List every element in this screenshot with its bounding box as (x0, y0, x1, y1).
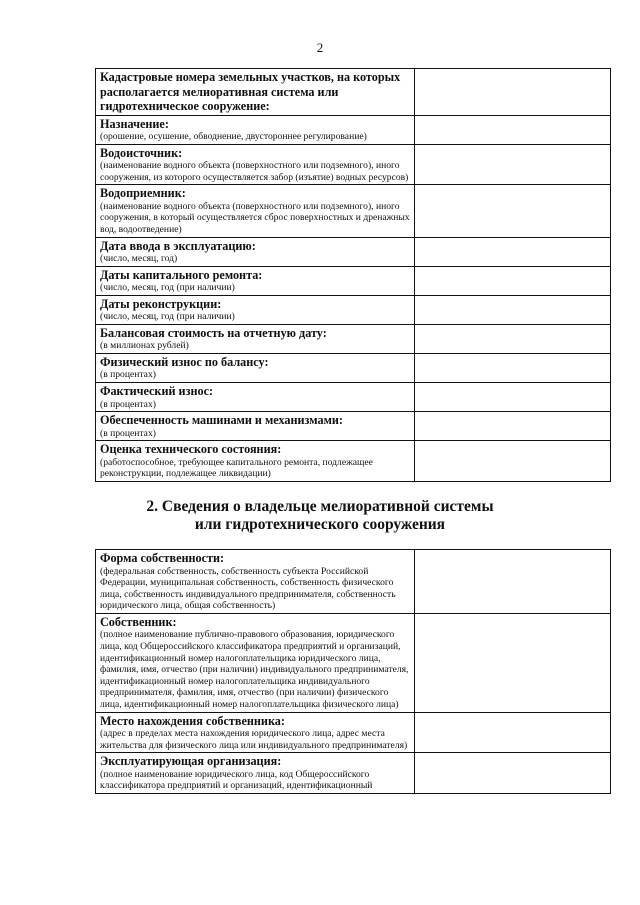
owner-info-table (95, 549, 611, 794)
book-value-label: Балансовая стоимость на отчетную дату: (100, 325, 327, 340)
field-label-cell (96, 753, 415, 794)
field-label-cell (96, 712, 415, 753)
field-label-cell (96, 613, 415, 712)
table-row (96, 69, 611, 116)
ownership-form-value[interactable] (415, 550, 611, 614)
table-row (96, 237, 611, 266)
field-label-cell (96, 115, 415, 144)
major-repair-dates-hint: (число, месяц, год (при наличии) (100, 282, 235, 294)
field-label-cell (96, 324, 415, 353)
commissioning-date-hint: (число, месяц, год) (100, 253, 178, 265)
field-label-cell (96, 69, 415, 116)
reconstruction-dates-hint: (число, месяц, год (при наличии) (100, 311, 235, 323)
table-row (96, 353, 611, 382)
actual-depreciation-value[interactable] (415, 383, 611, 412)
book-depreciation-hint: (в процентах) (100, 369, 156, 381)
reconstruction-dates-value[interactable] (415, 295, 611, 324)
commissioning-date-value[interactable] (415, 237, 611, 266)
major-repair-dates-value[interactable] (415, 266, 611, 295)
technical-condition-hint: (работоспособное, требующее капитального ремонта, подлежащее реконструкции, подлежащее ликвидации) (100, 456, 373, 480)
table-row (96, 550, 611, 614)
table-row (96, 613, 611, 712)
field-label-cell (96, 353, 415, 382)
table-row (96, 412, 611, 441)
section-2-title (0, 498, 640, 534)
table-row (96, 383, 611, 412)
technical-condition-value[interactable] (415, 441, 611, 482)
table-row (96, 753, 611, 794)
reconstruction-dates-label: Даты реконструкции: (100, 296, 222, 311)
book-depreciation-value[interactable] (415, 353, 611, 382)
owner-label: Собственник: (100, 614, 177, 629)
water-source-hint: (наименование водного объекта (поверхностного или подземного), иного сооружения, из которого осуществляется забор (изъятие) водных ресурсов) (100, 160, 409, 183)
field-label-cell (96, 412, 415, 441)
operating-organization-value[interactable] (415, 753, 611, 794)
operating-organization-label: Эксплуатирующая организация: (100, 754, 282, 769)
book-depreciation-label: Физический износ по балансу: (100, 354, 269, 369)
actual-depreciation-label: Фактический износ: (100, 384, 214, 399)
owner-value[interactable] (415, 613, 611, 712)
owner-hint: (полное наименование публично-правового образования, юридического лица, код Общероссийского классификатора предприятий и организаций, идентификационный номер налогоплательщика юридического лица, фамилия, имя, отчество (при наличии) индивидуального предпринимателя, идентификационный номер налогоплательщика индивидуального предпринимателя, фамилия, имя, отчество (при наличии) физического лица, идентификационный номер налогоплательщика физического лица) (100, 629, 409, 710)
field-label-cell (96, 266, 415, 295)
cadastral-numbers-value[interactable] (415, 69, 611, 116)
water-source-label: Водоисточник: (100, 145, 183, 160)
machinery-provision-label: Обеспеченность машинами и механизмами: (100, 413, 343, 428)
table-row (96, 266, 611, 295)
table-row (96, 441, 611, 482)
owner-location-value[interactable] (415, 712, 611, 753)
field-label-cell (96, 237, 415, 266)
machinery-provision-value[interactable] (415, 412, 611, 441)
book-value-value[interactable] (415, 324, 611, 353)
water-receiver-label: Водоприемник: (100, 186, 186, 201)
water-source-value[interactable] (415, 144, 611, 185)
water-receiver-hint: (наименование водного объекта (поверхностного или подземного), иного сооружения, в который осуществляется сброс поверхностных и дренажных вод, водоотведение) (100, 200, 410, 235)
table-row (96, 144, 611, 185)
book-value-hint: (в миллионах рублей) (100, 340, 189, 352)
purpose-label: Назначение: (100, 116, 169, 131)
table-row (96, 324, 611, 353)
actual-depreciation-hint: (в процентах) (100, 398, 156, 410)
purpose-value[interactable] (415, 115, 611, 144)
page-number: 2 (316, 40, 324, 55)
owner-location-label: Место нахождения собственника: (100, 713, 285, 728)
commissioning-date-label: Дата ввода в эксплуатацию: (100, 238, 256, 253)
owner-location-hint: (адрес в пределах места нахождения юридического лица, адрес места жительства для физического лица или индивидуального предпринимателя) (100, 728, 408, 751)
section-2-title-line-1: 2. Сведения о владельце мелиоративной системы (146, 498, 494, 515)
field-label-cell (96, 185, 415, 237)
operating-organization-hint: (полное наименование юридического лица, код Общероссийского классификатора предприятий и организаций, идентификационный (100, 768, 373, 792)
field-label-cell (96, 550, 415, 614)
section-2-title-line-2: или гидротехнического сооружения (194, 516, 446, 533)
ownership-form-label: Форма собственности: (100, 551, 225, 565)
major-repair-dates-label: Даты капитального ремонта: (100, 267, 263, 282)
cadastral-numbers-label: Кадастровые номера земельных участков, на которых располагается мелиоративная система или гидротехническое сооружение: (100, 70, 401, 113)
table-row (96, 115, 611, 144)
object-info-table (95, 68, 611, 482)
field-label-cell (96, 295, 415, 324)
table-row (96, 185, 611, 237)
table-row (96, 712, 611, 753)
technical-condition-label: Оценка технического состояния: (100, 442, 282, 457)
machinery-provision-hint: (в процентах) (100, 427, 156, 439)
water-receiver-value[interactable] (415, 185, 611, 237)
table-row (96, 295, 611, 324)
field-label-cell (96, 441, 415, 482)
ownership-form-hint: (федеральная собственность, собственность субъекта Российской Федерации, муниципальная собственность, собственность физического лица, собственность индивидуального предпринимателя, собственность юридического лица, общая собственность) (100, 565, 396, 612)
field-label-cell (96, 144, 415, 185)
purpose-hint: (орошение, осушение, обводнение, двустороннее регулирование) (100, 131, 367, 142)
field-label-cell (96, 383, 415, 412)
